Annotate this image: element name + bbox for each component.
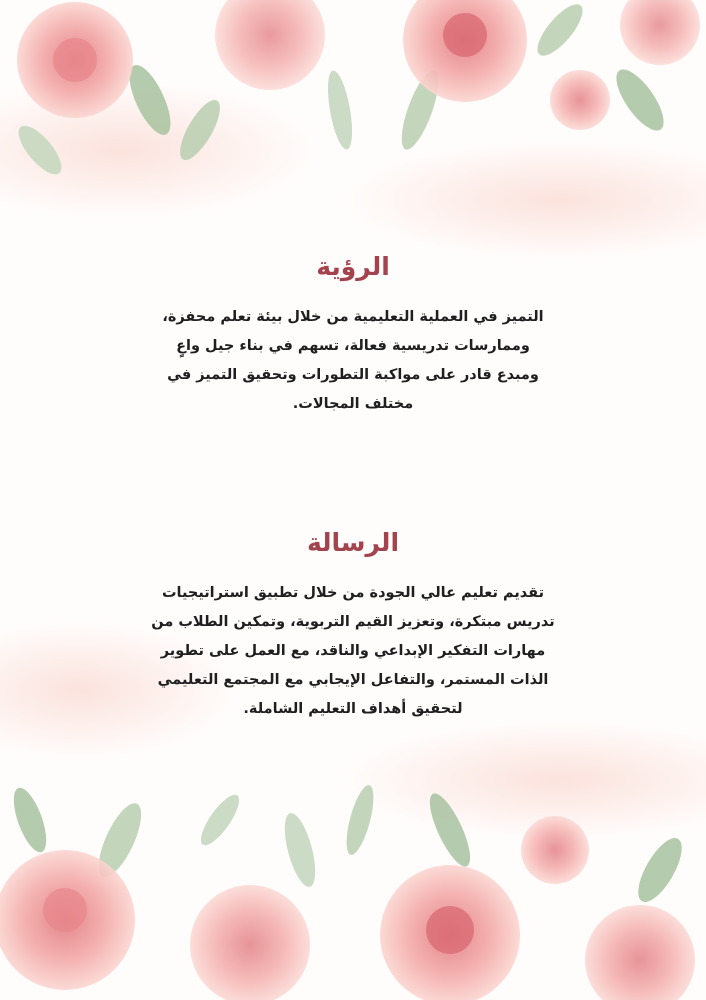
vision-heading: الرؤية [316,252,390,281]
vision-line: وممارسات تدريسية فعالة، تسهم في بناء جيل واعٍ [176,338,530,354]
vision-line: مختلف المجالات. [292,396,414,412]
rose-icon [17,2,133,118]
mission-section [130,528,576,724]
rose-icon [380,865,520,1000]
vision-text [130,303,576,419]
mission-line: الذات المستمر، والتفاعل الإيجابي مع المجتمع التعليمي [157,672,549,688]
rose-icon [585,905,695,1000]
floral-border-top [0,0,706,230]
mission-line: تدريس مبتكرة، وتعزيز القيم التربوية، وتمكين الطلاب من [151,614,555,630]
floral-border-bottom [0,760,706,1000]
mission-line: لتحقيق أهداف التعليم الشاملة. [243,701,463,717]
rose-icon [521,816,589,884]
mission-line: تقديم تعليم عالي الجودة من خلال تطبيق استراتيجيات [161,585,545,601]
mission-heading: الرسالة [306,528,400,557]
rose-icon [215,0,325,90]
rose-icon [550,70,610,130]
mission-line: مهارات التفكير الإبداعي والناقد، مع العمل على تطوير [160,643,546,659]
vision-line: ومبدع قادر على مواكبة التطورات وتحقيق التميز في [167,367,539,383]
rose-icon [620,0,700,65]
vision-line: التميز في العملية التعليمية من خلال بيئة تعلم محفزة، [162,309,544,325]
rose-icon [0,850,135,990]
mission-text [130,579,576,724]
rose-icon [190,885,310,1000]
vision-section [130,252,576,419]
